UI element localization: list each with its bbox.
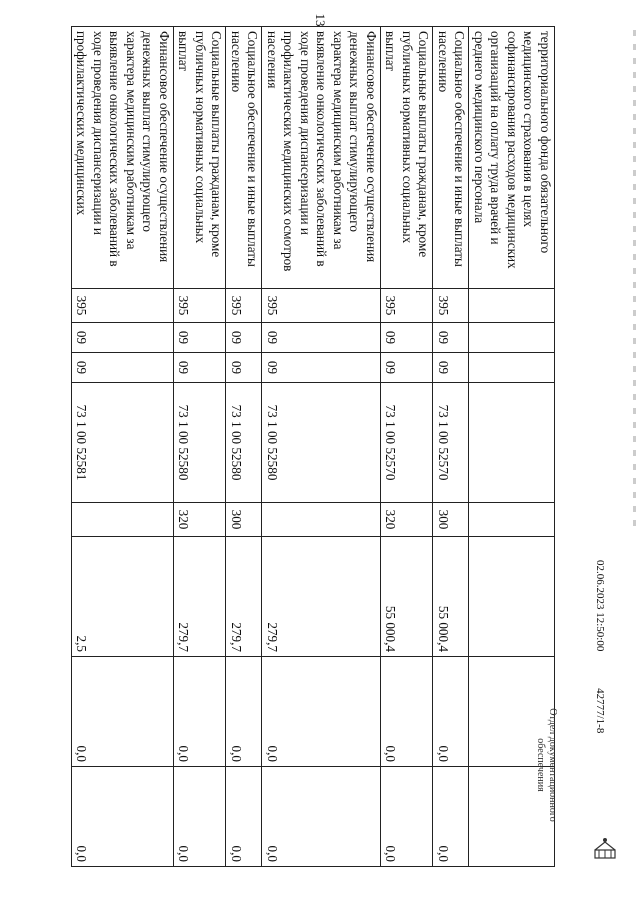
row-subsection — [469, 353, 555, 383]
footer-doc-number: 42777/1-8 — [594, 688, 606, 734]
row-admin-code: 395 — [226, 289, 262, 323]
row-expense-type — [262, 503, 381, 537]
row-description: Социальное обеспечение и иные выплаты населению — [226, 27, 262, 289]
row-target-code: 73 1 00 52570 — [433, 383, 469, 503]
table-row — [72, 27, 174, 867]
row-admin-code: 395 — [72, 289, 174, 323]
row-amount: 2,5 — [72, 537, 174, 657]
row-amount: 55 000,4 — [381, 537, 434, 657]
row-amount-3: 0,0 — [381, 767, 434, 867]
table-row — [381, 27, 434, 867]
row-description: территориального фонда обязательного медицинского страхования в целях софинансирования расходов медицинских организаций на оплату труда врачей и среднего медицинского персонала — [469, 27, 555, 289]
row-amount-2: 0,0 — [226, 657, 262, 767]
table-row — [226, 27, 262, 867]
row-description: Финансовое обеспечение осуществления денежных выплат стимулирующего характера медицинским работникам за выявление онкологических заболеваний в ходе проведения диспансеризации и профилактических медицинских — [72, 27, 174, 289]
row-subsection: 09 — [433, 353, 469, 383]
row-amount-3: 0,0 — [174, 767, 227, 867]
row-subsection: 09 — [174, 353, 227, 383]
row-amount-2: 0,0 — [174, 657, 227, 767]
row-description: Социальные выплаты гражданам, кроме публичных нормативных социальных выплат — [174, 27, 227, 289]
row-section: 09 — [262, 323, 381, 353]
row-subsection: 09 — [262, 353, 381, 383]
row-expense-type: 300 — [226, 503, 262, 537]
row-admin-code: 395 — [433, 289, 469, 323]
table-row — [174, 27, 227, 867]
row-target-code: 73 1 00 52580 — [226, 383, 262, 503]
row-subsection: 09 — [72, 353, 174, 383]
row-amount: 279,7 — [174, 537, 227, 657]
row-target-code: 73 1 00 52580 — [262, 383, 381, 503]
row-description: Социальное обеспечение и иные выплаты населению — [433, 27, 469, 289]
row-description: Финансовое обеспечение осуществления денежных выплат стимулирующего характера медицинским работникам за выявление онкологических заболеваний в ходе проведения диспансеризации и профилактических медицинских осмотров населения — [262, 27, 381, 289]
row-amount: 279,7 — [226, 537, 262, 657]
row-amount-3: 0,0 — [262, 767, 381, 867]
row-target-code: 73 1 00 52581 — [72, 383, 174, 503]
row-expense-type: 300 — [433, 503, 469, 537]
row-admin-code: 395 — [381, 289, 434, 323]
row-amount: 55 000,4 — [433, 537, 469, 657]
row-amount-2: 0,0 — [72, 657, 174, 767]
row-admin-code: 395 — [174, 289, 227, 323]
row-expense-type — [72, 503, 174, 537]
stamp-line-2: обеспечения — [535, 738, 546, 792]
row-section: 09 — [381, 323, 434, 353]
row-description: Социальные выплаты гражданам, кроме публичных нормативных социальных выплат — [381, 27, 434, 289]
row-subsection: 09 — [226, 353, 262, 383]
row-admin-code — [469, 289, 555, 323]
row-subsection: 09 — [381, 353, 434, 383]
row-amount-3: 0,0 — [226, 767, 262, 867]
budget-table — [71, 26, 555, 867]
rotated-page-content — [43, 26, 555, 866]
row-amount-2: 0,0 — [433, 657, 469, 767]
row-amount-2: 0,0 — [381, 657, 434, 767]
table-row — [433, 27, 469, 867]
row-amount — [469, 537, 555, 657]
footer-datetime: 02.06.2023 12:50:00 — [594, 560, 606, 652]
row-admin-code: 395 — [262, 289, 381, 323]
scan-edge-artifact — [633, 30, 636, 530]
row-target-code: 73 1 00 52570 — [381, 383, 434, 503]
row-amount-3: 0,0 — [72, 767, 174, 867]
row-target-code: 73 1 00 52580 — [174, 383, 227, 503]
footer-meta — [594, 560, 606, 820]
row-expense-type: 320 — [381, 503, 434, 537]
row-target-code — [469, 383, 555, 503]
row-section — [469, 323, 555, 353]
row-section: 09 — [174, 323, 227, 353]
row-section: 09 — [433, 323, 469, 353]
row-expense-type: 320 — [174, 503, 227, 537]
row-amount: 279,7 — [262, 537, 381, 657]
row-section: 09 — [226, 323, 262, 353]
row-amount-3: 0,0 — [433, 767, 469, 867]
row-expense-type — [469, 503, 555, 537]
department-stamp — [534, 690, 558, 840]
page-number: 13 — [313, 13, 328, 27]
row-section: 09 — [72, 323, 174, 353]
stamp-line-1: Отдел документационного — [547, 708, 558, 822]
table-row — [262, 27, 381, 867]
emblem-icon — [592, 836, 618, 862]
row-amount-2: 0,0 — [262, 657, 381, 767]
